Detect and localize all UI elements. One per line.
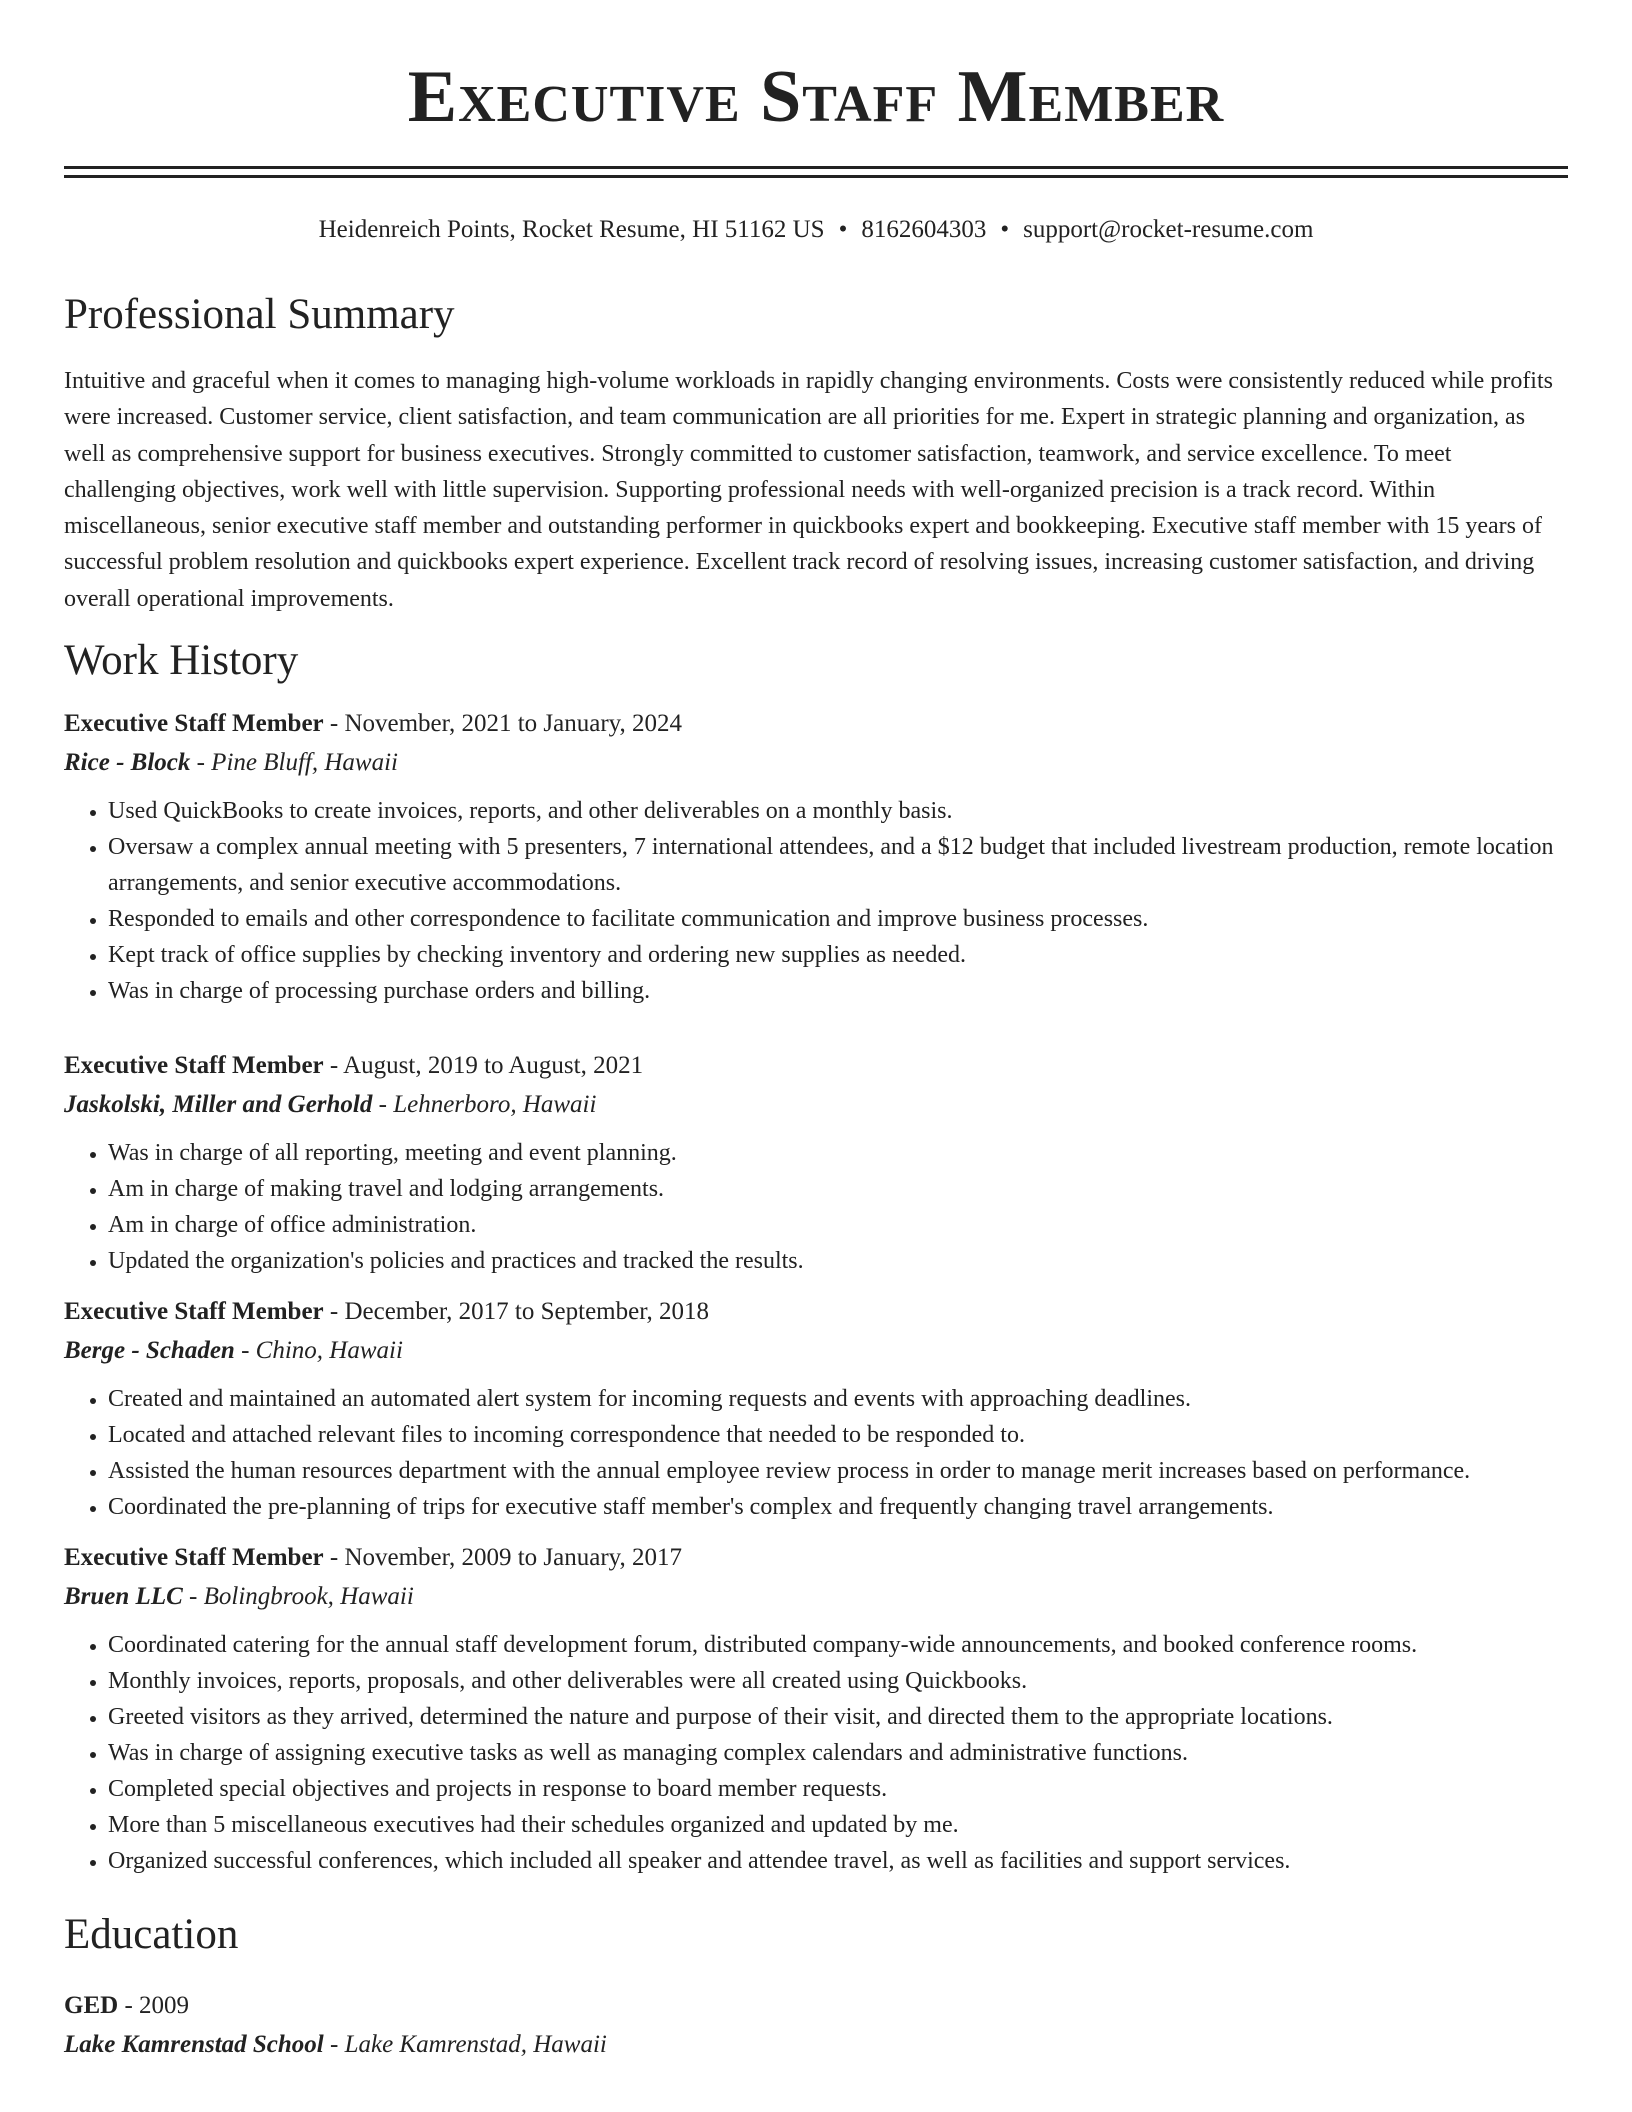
job-bullet: • Updated the organization's policies and practices and tracked the results.	[108, 1243, 1568, 1279]
job-title: Executive Staff Member	[64, 1544, 324, 1572]
job-bullet: • Coordinated catering for the annual staff development forum, distributed company-wide announcements, and booked conference rooms.	[108, 1627, 1568, 1663]
education-degree-line	[64, 1987, 1568, 2025]
job-company: Jaskolski, Miller and Gerhold	[64, 1091, 373, 1119]
contact-separator: •	[1000, 216, 1010, 243]
job-entry	[64, 1047, 1568, 1279]
contact-separator: •	[838, 216, 848, 243]
job-bullet: • Completed special objectives and projects in response to board member requests.	[108, 1771, 1568, 1807]
contact-line	[64, 215, 1568, 245]
job-bullet: • Responded to emails and other correspondence to facilitate communication and improve business processes.	[108, 901, 1568, 937]
job-employer-line	[64, 743, 1568, 783]
education-location: - Lake Kamrenstad, Hawaii	[323, 2031, 607, 2059]
job-location: - Chino, Hawaii	[234, 1337, 403, 1365]
job-bullet: • Was in charge of all reporting, meeting and event planning.	[108, 1135, 1568, 1171]
job-employer-line	[64, 1331, 1568, 1371]
job-entry	[64, 1293, 1568, 1525]
header-rule-top	[64, 166, 1568, 169]
summary-text: Intuitive and graceful when it comes to managing high-volume workloads in rapidly changing environments. Costs were consistently reduced while profits were increased. Customer service, client satisfaction, and team communication are all priorities for me. Expert in strategic planning and organization, as well as comprehensive support for business executives. Strongly committed to customer satisfaction, teamwork, and service excellence. To meet challenging objectives, work well with little supervision. Supporting professional needs with well-organized precision is a track record. Within miscellaneous, senior executive staff member and outstanding performer in quickbooks expert and bookkeeping. Executive staff member with 15 years of successful problem resolution and quickbooks expert experience. Excellent track record of resolving issues, increasing customer satisfaction, and driving overall operational improvements.	[64, 368, 1553, 612]
job-title-line	[64, 1539, 1568, 1577]
job-bullet: • Was in charge of assigning executive tasks as well as managing complex calendars and administrative functions.	[108, 1735, 1568, 1771]
job-dates: - December, 2017 to September, 2018	[323, 1298, 710, 1326]
contact-email: support@rocket-resume.com	[1023, 216, 1314, 243]
work-history-heading: Work History	[64, 637, 299, 685]
job-company: Bruen LLC	[64, 1583, 183, 1611]
job-dates: - November, 2009 to January, 2017	[323, 1544, 683, 1572]
job-bullet: • Was in charge of processing purchase orders and billing.	[108, 973, 1568, 1009]
contact-address: Heidenreich Points, Rocket Resume, HI 51162 US	[318, 216, 825, 243]
education-school: Lake Kamrenstad School	[64, 2031, 324, 2059]
job-bullet: • Assisted the human resources department with the annual employee review process in order to manage merit increases based on performance.	[108, 1453, 1568, 1489]
header-rule-bottom	[64, 175, 1568, 178]
job-bullets	[64, 793, 1568, 1009]
job-title-line	[64, 1293, 1568, 1331]
job-bullet: • Monthly invoices, reports, proposals, and other deliverables were all created using Quickbooks.	[108, 1663, 1568, 1699]
job-bullet: • Organized successful conferences, which included all speaker and attendee travel, as well as facilities and support services.	[108, 1843, 1568, 1879]
job-bullet: • Used QuickBooks to create invoices, reports, and other deliverables on a monthly basis.	[108, 793, 1568, 829]
job-title: Executive Staff Member	[64, 1298, 324, 1326]
job-bullet: • Created and maintained an automated alert system for incoming requests and events with approaching deadlines.	[108, 1381, 1568, 1417]
education-year: - 2009	[118, 1992, 190, 2020]
job-title-line	[64, 1047, 1568, 1085]
resume-name: Executive Staff Member	[407, 56, 1225, 138]
contact-phone: 8162604303	[861, 216, 987, 243]
job-entry	[64, 705, 1568, 1009]
job-bullets	[64, 1627, 1568, 1879]
job-dates: - August, 2019 to August, 2021	[323, 1052, 644, 1080]
job-entry	[64, 1539, 1568, 1879]
job-bullets	[64, 1381, 1568, 1525]
header-double-rule	[64, 166, 1568, 178]
job-bullets	[64, 1135, 1568, 1279]
job-company: Berge - Schaden	[64, 1337, 235, 1365]
job-bullet: • More than 5 miscellaneous executives had their schedules organized and updated by me.	[108, 1807, 1568, 1843]
job-title: Executive Staff Member	[64, 710, 324, 738]
job-bullet: • Oversaw a complex annual meeting with 5 presenters, 7 international attendees, and a $12 budget that included livestream production, remote location arrangements, and senior executive accommodations.	[108, 829, 1568, 901]
education-degree: GED	[64, 1992, 119, 2020]
job-bullet: • Am in charge of office administration.	[108, 1207, 1568, 1243]
job-title-line	[64, 705, 1568, 743]
job-location: - Bolingbrook, Hawaii	[182, 1583, 414, 1611]
job-dates: - November, 2021 to January, 2024	[323, 710, 683, 738]
job-employer-line	[64, 1085, 1568, 1125]
summary-heading: Professional Summary	[64, 291, 455, 338]
job-bullet: • Greeted visitors as they arrived, determined the nature and purpose of their visit, and directed them to the appropriate locations.	[108, 1699, 1568, 1735]
education-school-line	[64, 2025, 1568, 2065]
job-employer-line	[64, 1577, 1568, 1617]
job-location: - Lehnerboro, Hawaii	[372, 1091, 597, 1119]
job-bullet: • Coordinated the pre-planning of trips for executive staff member's complex and frequently changing travel arrangements.	[108, 1489, 1568, 1525]
job-title: Executive Staff Member	[64, 1052, 324, 1080]
job-bullet: • Located and attached relevant files to incoming correspondence that needed to be responded to.	[108, 1417, 1568, 1453]
education-entry	[64, 1987, 1568, 2065]
job-bullet: • Kept track of office supplies by checking inventory and ordering new supplies as needed.	[108, 937, 1568, 973]
job-company: Rice - Block	[64, 749, 191, 777]
job-location: - Pine Bluff, Hawaii	[190, 749, 398, 777]
education-heading: Education	[64, 1911, 239, 1959]
job-bullet: • Am in charge of making travel and lodging arrangements.	[108, 1171, 1568, 1207]
